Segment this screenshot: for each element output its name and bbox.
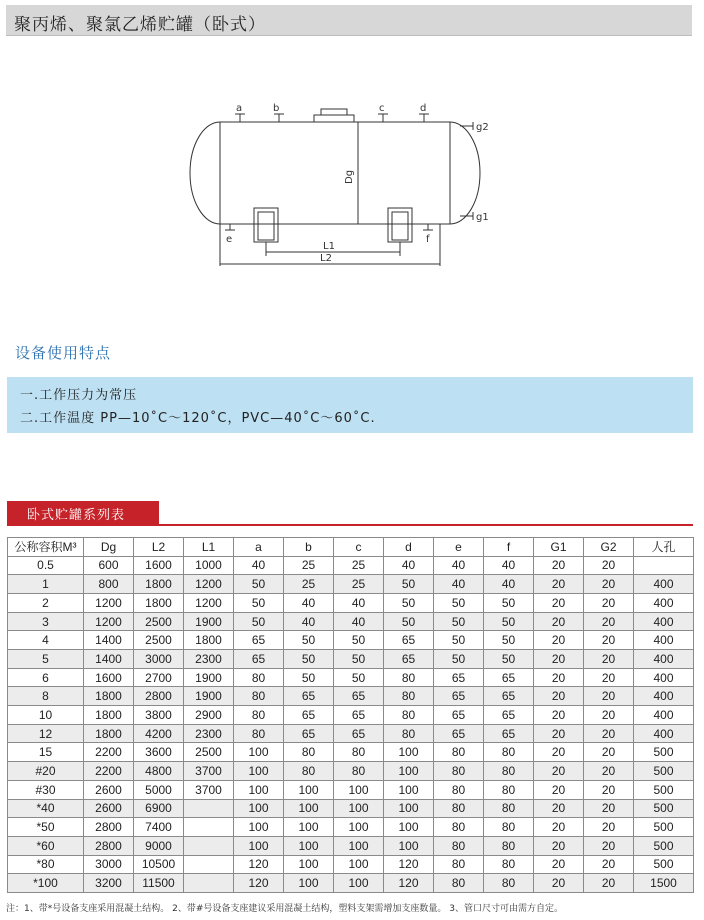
column-header: f [484, 538, 534, 557]
table-cell: 20 [534, 836, 584, 855]
table-cell: 65 [484, 724, 534, 743]
table-cell: 65 [484, 687, 534, 706]
nozzle-b-label: b [273, 103, 280, 114]
table-cell: 3600 [134, 743, 184, 762]
table-cell: 1200 [84, 612, 134, 631]
table-row [8, 818, 694, 837]
table-row [8, 855, 694, 874]
table-cell: 20 [534, 706, 584, 725]
column-header: b [284, 538, 334, 557]
table-row [8, 799, 694, 818]
table-cell: 40 [484, 575, 534, 594]
table-cell: 40 [334, 593, 384, 612]
table-cell: 5 [8, 650, 84, 669]
table-cell: 50 [334, 650, 384, 669]
table-cell: 100 [334, 855, 384, 874]
table-cell: 20 [584, 593, 634, 612]
table-cell: 65 [334, 687, 384, 706]
table-cell: 80 [484, 799, 534, 818]
title-bar [6, 5, 692, 36]
table-cell: 65 [284, 706, 334, 725]
table-cell: 65 [334, 706, 384, 725]
l1-label: L1 [323, 241, 335, 252]
table-cell: 100 [234, 743, 284, 762]
table-cell: 2200 [84, 762, 134, 781]
table-cell: 20 [534, 799, 584, 818]
spec-table-body [8, 556, 694, 892]
table-cell: 3 [8, 612, 84, 631]
table-cell: 80 [484, 743, 534, 762]
table-cell: 20 [534, 687, 584, 706]
column-header: 人孔 [634, 538, 694, 557]
table-cell: 65 [284, 724, 334, 743]
feature-item-pressure: 一.工作压力为常压 [20, 388, 138, 403]
table-cell: 100 [234, 818, 284, 837]
table-cell: 3000 [84, 855, 134, 874]
table-cell: 20 [584, 724, 634, 743]
table-cell: 3000 [134, 650, 184, 669]
table-cell: 1800 [134, 575, 184, 594]
table-cell: 40 [484, 556, 534, 575]
table-cell: 2600 [84, 799, 134, 818]
table-cell: 3200 [84, 874, 134, 893]
table-cell: 25 [334, 575, 384, 594]
table-cell: 500 [634, 743, 694, 762]
table-cell: 0.5 [8, 556, 84, 575]
table-cell: 20 [584, 687, 634, 706]
nozzle-a-label: a [236, 103, 243, 114]
table-cell: 65 [234, 631, 284, 650]
table-cell: 100 [234, 836, 284, 855]
nozzle-c-label: c [379, 103, 385, 114]
table-cell: 80 [434, 780, 484, 799]
table-cell: 1200 [184, 593, 234, 612]
table-cell: 100 [384, 836, 434, 855]
table-cell: 50 [234, 575, 284, 594]
table-cell: 1500 [634, 874, 694, 893]
table-row [8, 780, 694, 799]
table-cell: 50 [284, 668, 334, 687]
table-cell: 500 [634, 762, 694, 781]
table-cell: 500 [634, 799, 694, 818]
table-cell: 20 [534, 668, 584, 687]
table-row [8, 706, 694, 725]
table-cell: 20 [534, 556, 584, 575]
table-row [8, 724, 694, 743]
table-cell: 100 [284, 818, 334, 837]
table-cell: 500 [634, 780, 694, 799]
table-cell: 20 [534, 762, 584, 781]
table-cell: 20 [584, 780, 634, 799]
table-cell: 50 [384, 593, 434, 612]
series-divider [7, 524, 693, 526]
table-cell: 2900 [184, 706, 234, 725]
nozzle-g1-label: g1 [476, 212, 489, 223]
table-cell: 50 [484, 612, 534, 631]
table-cell: 1200 [84, 593, 134, 612]
table-cell: 50 [434, 612, 484, 631]
table-cell [184, 799, 234, 818]
table-cell: 100 [234, 780, 284, 799]
table-cell: *100 [8, 874, 84, 893]
table-row [8, 650, 694, 669]
table-cell: 8 [8, 687, 84, 706]
feature-item-temperature: 二.工作温度 PP—10˚C～120˚C，PVC—40˚C～60˚C. [20, 411, 376, 426]
table-cell: 40 [284, 593, 334, 612]
table-cell: 80 [484, 762, 534, 781]
tank-diagram [180, 96, 520, 276]
column-header: a [234, 538, 284, 557]
series-table-label: 卧式贮罐系列表 [27, 508, 126, 523]
table-cell: 20 [534, 818, 584, 837]
table-cell: 100 [334, 818, 384, 837]
table-cell: 500 [634, 836, 694, 855]
table-cell: 65 [384, 631, 434, 650]
table-cell: 80 [234, 668, 284, 687]
table-cell: 80 [434, 874, 484, 893]
table-row [8, 575, 694, 594]
table-cell: 65 [484, 706, 534, 725]
table-cell: 40 [384, 556, 434, 575]
table-cell: 4800 [134, 762, 184, 781]
spec-table [7, 537, 694, 893]
table-cell: 65 [334, 724, 384, 743]
page-title: 聚丙烯、聚氯乙烯贮罐（卧式） [14, 15, 266, 35]
table-cell: 20 [584, 799, 634, 818]
table-cell: 20 [534, 780, 584, 799]
table-cell: 65 [234, 650, 284, 669]
table-cell: 65 [484, 668, 534, 687]
table-cell: 400 [634, 706, 694, 725]
table-cell: 80 [434, 836, 484, 855]
table-cell: 1900 [184, 612, 234, 631]
table-row [8, 612, 694, 631]
table-cell: 20 [584, 818, 634, 837]
table-cell: 40 [434, 575, 484, 594]
table-cell: 1600 [84, 668, 134, 687]
table-cell: 2 [8, 593, 84, 612]
table-row [8, 687, 694, 706]
horizontal-tank-drawing [180, 96, 520, 276]
table-cell: 20 [584, 743, 634, 762]
table-cell: 100 [234, 799, 284, 818]
features-box [7, 377, 693, 433]
table-cell: 65 [434, 724, 484, 743]
series-table-tab [7, 501, 159, 524]
table-cell [184, 836, 234, 855]
table-cell: 3800 [134, 706, 184, 725]
table-cell: 80 [434, 818, 484, 837]
table-cell: 80 [484, 780, 534, 799]
table-cell: 1800 [84, 706, 134, 725]
table-row [8, 631, 694, 650]
table-cell: #30 [8, 780, 84, 799]
table-cell: 100 [384, 780, 434, 799]
table-cell: 100 [334, 836, 384, 855]
table-cell: 400 [634, 650, 694, 669]
table-cell: *60 [8, 836, 84, 855]
table-cell: 50 [284, 631, 334, 650]
table-cell: 9000 [134, 836, 184, 855]
table-cell: 80 [484, 836, 534, 855]
table-cell: 5000 [134, 780, 184, 799]
table-cell: 20 [534, 855, 584, 874]
column-header: L2 [134, 538, 184, 557]
table-cell: 80 [434, 855, 484, 874]
table-cell: 10 [8, 706, 84, 725]
table-cell: 50 [484, 650, 534, 669]
column-header: Dg [84, 538, 134, 557]
table-cell: #20 [8, 762, 84, 781]
table-cell: 1 [8, 575, 84, 594]
table-cell: 80 [234, 706, 284, 725]
nozzle-f-label: f [426, 234, 430, 245]
column-header: c [334, 538, 384, 557]
table-cell [634, 556, 694, 575]
table-cell: 40 [334, 612, 384, 631]
table-cell: 2200 [84, 743, 134, 762]
column-header: d [384, 538, 434, 557]
table-cell: 50 [234, 593, 284, 612]
table-cell: 20 [534, 650, 584, 669]
table-cell: 65 [434, 687, 484, 706]
table-cell: 2500 [134, 631, 184, 650]
table-cell: 120 [384, 855, 434, 874]
table-cell: 20 [584, 631, 634, 650]
table-cell: 6 [8, 668, 84, 687]
table-cell: 80 [284, 743, 334, 762]
table-cell [184, 818, 234, 837]
dg-label: Dg [344, 169, 355, 184]
table-cell: *50 [8, 818, 84, 837]
table-cell: 400 [634, 575, 694, 594]
table-cell: 80 [484, 874, 534, 893]
table-cell: 25 [334, 556, 384, 575]
table-row [8, 762, 694, 781]
table-cell: 3700 [184, 780, 234, 799]
table-cell: 50 [334, 631, 384, 650]
table-cell: 100 [334, 874, 384, 893]
table-cell: 20 [584, 575, 634, 594]
table-cell: 2500 [134, 612, 184, 631]
table-cell: 100 [284, 780, 334, 799]
table-cell: 100 [384, 818, 434, 837]
table-cell: 50 [484, 631, 534, 650]
table-cell [184, 855, 234, 874]
table-cell: 20 [584, 650, 634, 669]
table-row [8, 743, 694, 762]
table-cell: 400 [634, 687, 694, 706]
table-cell: 100 [234, 762, 284, 781]
nozzle-d-label: d [420, 103, 427, 114]
table-cell: 80 [384, 687, 434, 706]
table-cell: 500 [634, 818, 694, 837]
table-cell: 50 [384, 575, 434, 594]
table-cell: 1000 [184, 556, 234, 575]
table-cell: *40 [8, 799, 84, 818]
table-cell: 20 [584, 836, 634, 855]
table-cell: 120 [234, 874, 284, 893]
table-cell: 6900 [134, 799, 184, 818]
table-cell: 50 [484, 593, 534, 612]
table-cell: 1400 [84, 631, 134, 650]
table-header-row [8, 538, 694, 557]
table-cell: 100 [334, 799, 384, 818]
table-cell: 50 [234, 612, 284, 631]
table-cell: 2500 [184, 743, 234, 762]
table-cell: 400 [634, 668, 694, 687]
column-header: 公称容积M³ [8, 538, 84, 557]
table-cell: 20 [534, 575, 584, 594]
table-cell: 65 [384, 650, 434, 669]
table-cell: 1400 [84, 650, 134, 669]
table-row [8, 668, 694, 687]
table-cell: 2300 [184, 724, 234, 743]
table-cell: 80 [434, 743, 484, 762]
table-cell: 100 [284, 836, 334, 855]
table-cell: 1800 [134, 593, 184, 612]
table-row [8, 874, 694, 893]
table-cell: 800 [84, 575, 134, 594]
table-cell: 50 [384, 612, 434, 631]
table-row [8, 556, 694, 575]
table-cell: 100 [284, 799, 334, 818]
table-cell: 7400 [134, 818, 184, 837]
table-cell: 400 [634, 612, 694, 631]
column-header: G1 [534, 538, 584, 557]
table-cell: 50 [434, 593, 484, 612]
table-cell: 80 [334, 762, 384, 781]
table-cell: 20 [584, 706, 634, 725]
table-cell: 1200 [184, 575, 234, 594]
table-cell: 80 [284, 762, 334, 781]
table-cell [184, 874, 234, 893]
table-cell: 400 [634, 631, 694, 650]
table-cell: 20 [584, 874, 634, 893]
table-cell: 80 [384, 706, 434, 725]
table-cell: 80 [484, 855, 534, 874]
table-row [8, 836, 694, 855]
table-cell: 25 [284, 556, 334, 575]
table-cell: 20 [534, 593, 584, 612]
table-cell: 4 [8, 631, 84, 650]
spec-table-header [8, 538, 694, 557]
nozzle-g2-label: g2 [476, 122, 489, 133]
nozzle-e-label: e [226, 234, 233, 245]
table-cell: 2300 [184, 650, 234, 669]
table-cell: 65 [434, 706, 484, 725]
table-cell: 10500 [134, 855, 184, 874]
table-cell: 2600 [84, 780, 134, 799]
table-cell: 80 [234, 724, 284, 743]
table-cell: 500 [634, 855, 694, 874]
table-cell: 100 [384, 743, 434, 762]
table-cell: 2800 [84, 818, 134, 837]
table-cell: 20 [534, 631, 584, 650]
l2-label: L2 [320, 253, 332, 264]
table-cell: 11500 [134, 874, 184, 893]
column-header: e [434, 538, 484, 557]
table-cell: 120 [234, 855, 284, 874]
table-cell: 1800 [84, 687, 134, 706]
table-cell: 400 [634, 593, 694, 612]
table-cell: 40 [284, 612, 334, 631]
table-cell: 50 [434, 650, 484, 669]
table-cell: 100 [334, 780, 384, 799]
table-cell: 80 [434, 799, 484, 818]
table-cell: 50 [284, 650, 334, 669]
table-cell: 15 [8, 743, 84, 762]
table-cell: 20 [534, 724, 584, 743]
table-cell: 400 [634, 724, 694, 743]
table-cell: 20 [584, 668, 634, 687]
table-cell: 12 [8, 724, 84, 743]
table-cell: 1800 [184, 631, 234, 650]
table-cell: 40 [234, 556, 284, 575]
table-cell: 80 [484, 818, 534, 837]
table-cell: 100 [284, 855, 334, 874]
table-cell: 40 [434, 556, 484, 575]
table-cell: 20 [534, 874, 584, 893]
table-cell: 2700 [134, 668, 184, 687]
table-cell: 20 [534, 743, 584, 762]
footnote: 注：1、带*号设备支座采用混凝土结构。 2、带#号设备支座建议采用混凝土结构，塑料支架需增加支座数量。 3、管口尺寸可由需方自定。 [6, 904, 563, 914]
column-header: G2 [584, 538, 634, 557]
table-cell: 20 [584, 556, 634, 575]
table-cell: 3700 [184, 762, 234, 781]
table-cell: 100 [384, 762, 434, 781]
table-cell: 1600 [134, 556, 184, 575]
table-cell: 2800 [84, 836, 134, 855]
table-cell: 20 [584, 855, 634, 874]
table-cell: 100 [384, 799, 434, 818]
table-cell: 100 [284, 874, 334, 893]
table-cell: *80 [8, 855, 84, 874]
table-cell: 50 [434, 631, 484, 650]
table-cell: 120 [384, 874, 434, 893]
table-cell: 20 [584, 612, 634, 631]
table-cell: 20 [584, 762, 634, 781]
table-cell: 80 [334, 743, 384, 762]
table-cell: 20 [534, 612, 584, 631]
table-cell: 1800 [84, 724, 134, 743]
table-cell: 80 [384, 668, 434, 687]
table-cell: 600 [84, 556, 134, 575]
table-cell: 2800 [134, 687, 184, 706]
table-cell: 65 [284, 687, 334, 706]
table-cell: 80 [234, 687, 284, 706]
table-cell: 1900 [184, 668, 234, 687]
table-row [8, 593, 694, 612]
table-cell: 1900 [184, 687, 234, 706]
table-cell: 80 [434, 762, 484, 781]
table-cell: 80 [384, 724, 434, 743]
table-cell: 4200 [134, 724, 184, 743]
table-cell: 50 [334, 668, 384, 687]
column-header: L1 [184, 538, 234, 557]
features-title: 设备使用特点 [15, 344, 112, 362]
table-cell: 25 [284, 575, 334, 594]
table-cell: 65 [434, 668, 484, 687]
